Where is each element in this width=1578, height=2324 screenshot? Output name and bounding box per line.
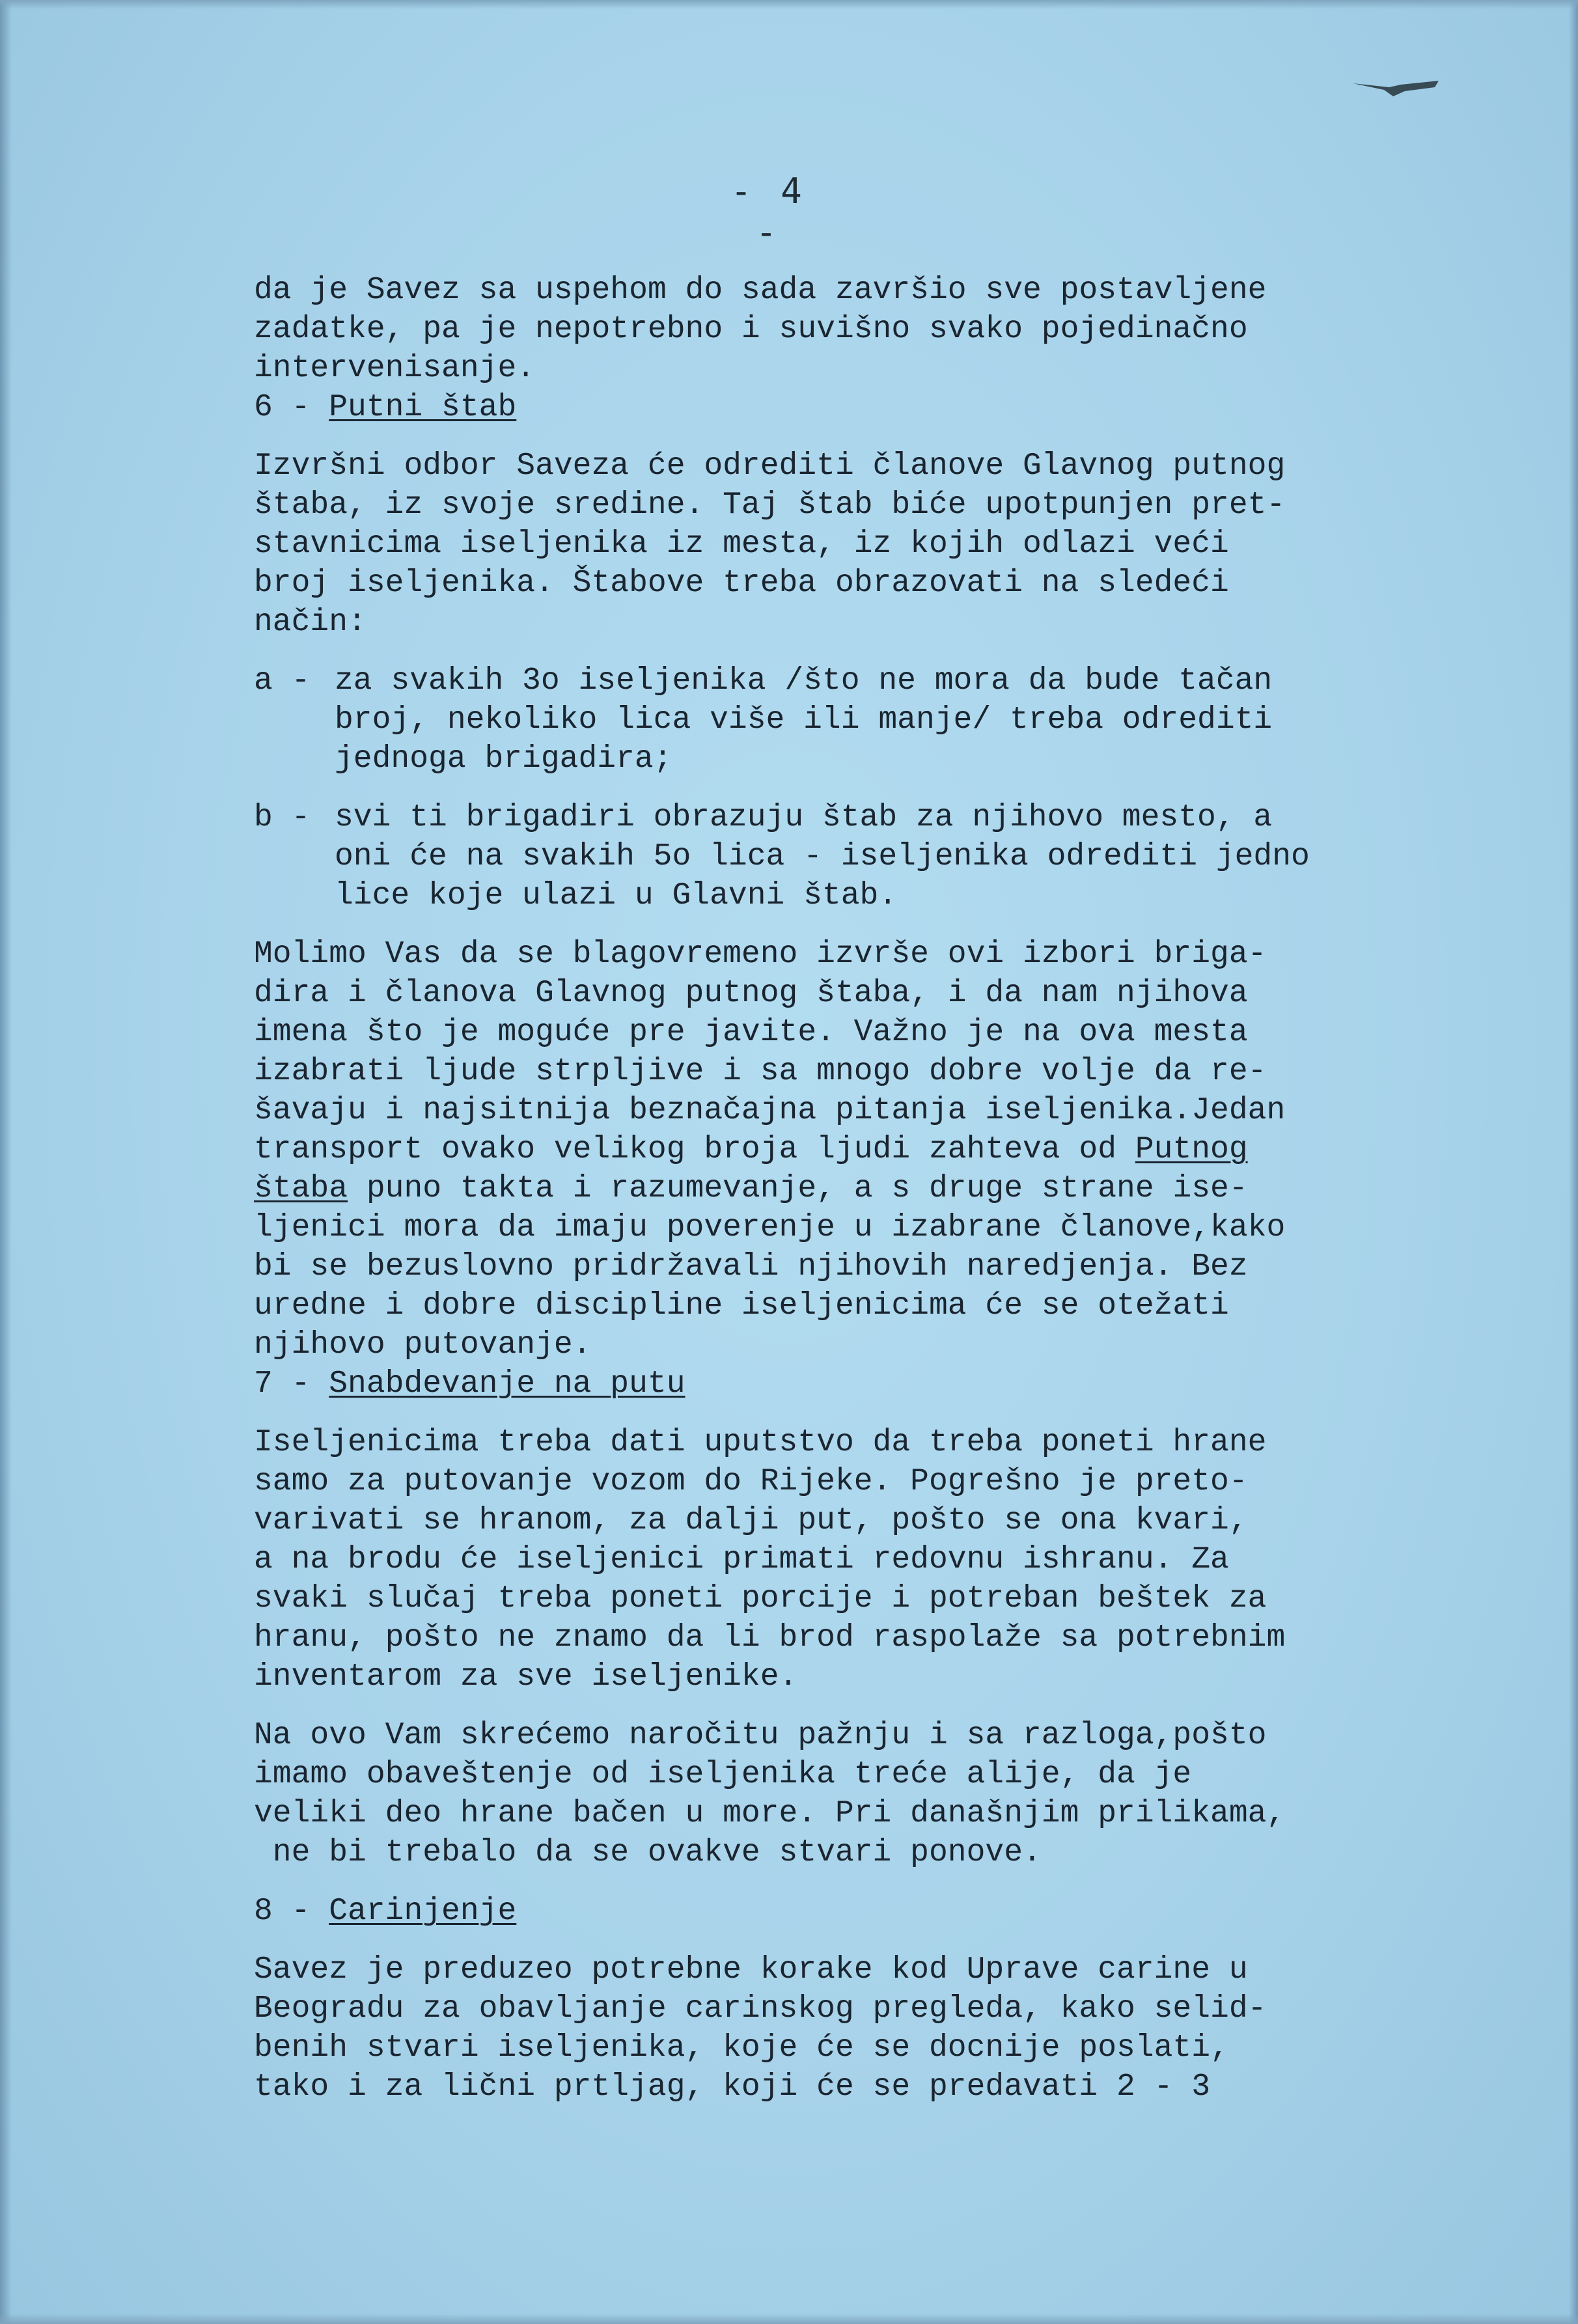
text-line: dira i članova Glavnog putnog štaba, i da nam njihova [254, 976, 1248, 1011]
text-line: Iseljenicima treba dati uputstvo da treba poneti hrane [254, 1425, 1267, 1460]
text-line: uredne i dobre discipline iseljenicima će se otežati [254, 1288, 1229, 1323]
text-line: Beogradu za obavljanje carinskog pregleda, kako selid- [254, 1991, 1267, 2027]
section-7-paragraph-2 [254, 1716, 1400, 1872]
text-fragment: puno takta i razumevanje, a s druge strane ise- [348, 1171, 1248, 1206]
page-edge-right [1569, 0, 1578, 2324]
section-6-paragraph-1 [254, 447, 1400, 642]
text-line: broj iseljenika. Štabove treba obrazovati na sledeći [254, 566, 1229, 601]
text-line: imamo obaveštenje od iseljenika treće alije, da je [254, 1757, 1192, 1792]
text-line: svi ti brigadiri obrazuju štab za njihovo mesto, a [335, 800, 1273, 835]
section-6-heading [254, 388, 1400, 427]
section-7-heading [254, 1364, 1400, 1404]
text-line: šavaju i najsitnija beznačajna pitanja iseljenika.Jedan [254, 1093, 1286, 1128]
text-line: za svakih 3o iseljenika /što ne mora da bude tačan [335, 663, 1273, 699]
list-marker: a - [254, 663, 329, 699]
text-line: broj, nekoliko lica više ili manje/ treba odrediti [335, 702, 1273, 738]
text-line: veliki deo hrane bačen u more. Pri današnjim prilikama, [254, 1796, 1286, 1831]
text-line [254, 1169, 1400, 1208]
page-edge-bottom [0, 2314, 1578, 2324]
section-7-title: Snabdevanje na putu [329, 1366, 685, 1402]
text-line: tako i za lični prtljag, koji će se predavati 2 - 3 [254, 2069, 1211, 2105]
text-line: oni će na svakih 5o lica - iseljenika odrediti jedno [335, 839, 1310, 874]
text-line: a na brodu će iseljenici primati redovnu ishranu. Za [254, 1542, 1229, 1577]
text-line: zadatke, pa je nepotrebno i suvišno svako pojedinačno [254, 312, 1248, 347]
section-7-paragraph-1 [254, 1423, 1400, 1696]
text-line: Na ovo Vam skrećemo naročitu pažnju i sa razloga,pošto [254, 1718, 1267, 1753]
text-line: varivati se hranom, za dalji put, pošto se ona kvari, [254, 1503, 1248, 1538]
text-line: hranu, pošto ne znamo da li brod raspolaže sa potrebnim [254, 1620, 1286, 1655]
text-line: lice koje ulazi u Glavni štab. [335, 878, 898, 913]
section-8-number: 8 - [254, 1894, 329, 1929]
text-line: ljenici mora da imaju poverenje u izabrane članove,kako [254, 1210, 1286, 1245]
text-line: imena što je moguće pre javite. Važno je na ova mesta [254, 1015, 1248, 1050]
text-line: ne bi trebalo da se ovakve stvari ponove. [254, 1835, 1042, 1870]
text-line: njihovo putovanje. [254, 1327, 592, 1363]
text-line: Molimo Vas da se blagovremeno izvrše ovi izbori briga- [254, 937, 1267, 972]
text-line: stavnicima iseljenika iz mesta, iz kojih odlazi veći [254, 527, 1229, 562]
text-line: benih stvari iseljenika, koje će se docnije poslati, [254, 2030, 1229, 2066]
list-item-a [254, 661, 1400, 779]
page-edge-top [0, 0, 1578, 9]
text-line [254, 1130, 1400, 1169]
section-6-paragraph-2 [254, 935, 1400, 1364]
text-line: izabrati ljude strpljive i sa mnogo dobre volje da re- [254, 1054, 1267, 1089]
text-line: da je Savez sa uspehom do sada završio sve postavljene [254, 273, 1267, 308]
section-8-heading [254, 1892, 1400, 1931]
text-line: bi se bezuslovno pridržavali njihovih naredjenja. Bez [254, 1249, 1248, 1284]
text-line: svaki slučaj treba poneti porcije i potreban beštek za [254, 1581, 1267, 1616]
ink-smudge-mark [1350, 77, 1441, 99]
document-body [254, 271, 1400, 2107]
text-line: štaba, iz svoje sredine. Taj štab biće upotpunjen pret- [254, 488, 1286, 523]
section-6-title: Putni štab [329, 390, 517, 425]
text-line: način: [254, 605, 367, 640]
intro-paragraph [254, 271, 1400, 388]
text-line: intervenisanje. [254, 351, 536, 386]
page-number: - 4 - [730, 171, 806, 253]
page-edge-left [0, 0, 12, 2324]
underlined-term: Putnog [1135, 1132, 1248, 1167]
text-line: Izvršni odbor Saveza će odrediti članove Glavnog putnog [254, 449, 1286, 484]
list-item-b [254, 798, 1400, 915]
text-line: samo za putovanje vozom do Rijeke. Pogrešno je preto- [254, 1464, 1248, 1499]
section-8-title: Carinjenje [329, 1894, 517, 1929]
list-marker: b - [254, 800, 329, 835]
section-8-paragraph-1 [254, 1950, 1400, 2107]
section-7-number: 7 - [254, 1366, 329, 1402]
text-fragment: transport ovako velikog broja ljudi zahteva od [254, 1132, 1135, 1167]
underlined-term: štaba [254, 1171, 348, 1206]
text-line: inventarom za sve iseljenike. [254, 1659, 798, 1695]
text-line: Savez je preduzeo potrebne korake kod Uprave carine u [254, 1952, 1248, 1987]
section-6-number: 6 - [254, 390, 329, 425]
text-line: jednoga brigadira; [335, 741, 672, 777]
